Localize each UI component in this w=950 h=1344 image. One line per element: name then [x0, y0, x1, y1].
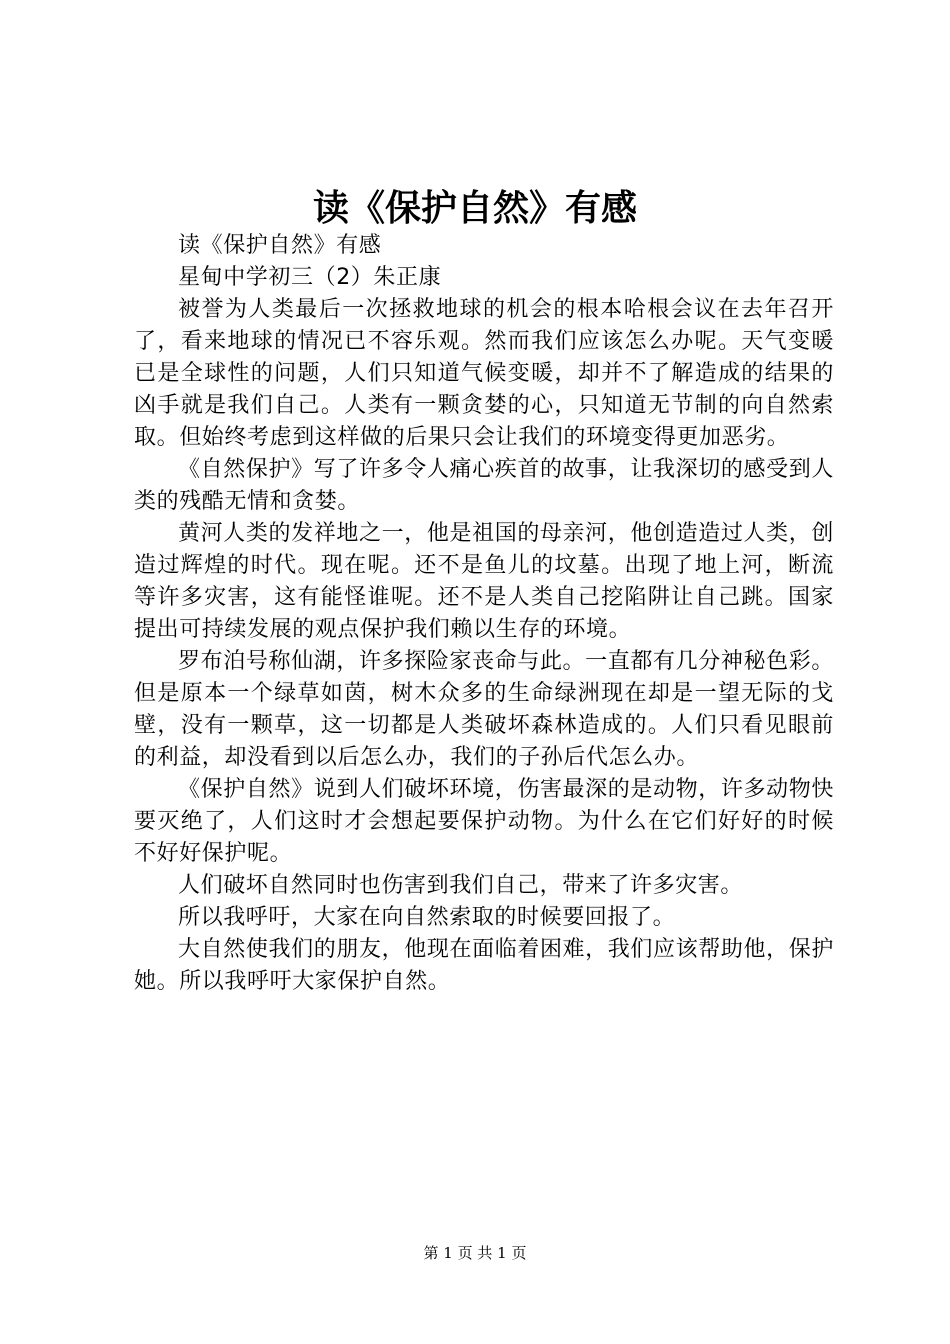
body-paragraph: 所以我呼吁，大家在向自然索取的时候要回报了。	[178, 905, 676, 930]
body-paragraph: 罗布泊号称仙湖，许多探险家丧命与此。一直都有几分神秘色彩。但是原本一个绿草如茵，树木众多的生命绿洲现在却是一望无际的戈壁，没有一颗草，这一切都是人类破坏森林造成的。人们只看见眼前的利益，却没看到以后怎么办，我们的子孙后代怎么办。	[134, 649, 834, 770]
document-body	[134, 230, 834, 998]
page-footer: 第 1 页 共 1 页	[423, 1244, 527, 1262]
body-paragraph: 黄河人类的发祥地之一，他是祖国的母亲河，他创造造过人类，创造过辉煌的时代。现在呢。还不是鱼儿的坟墓。出现了地上河，断流等许多灾害，这有能怪谁呢。还不是人类自己挖陷阱让自己跳。国家提出可持续发展的观点保护我们赖以生存的环境。	[134, 521, 834, 642]
author-line: 星甸中学初三（2）朱正康	[178, 265, 442, 290]
body-paragraph: 大自然使我们的朋友，他现在面临着困难，我们应该帮助他，保护她。所以我呼吁大家保护自然。	[134, 937, 834, 994]
body-paragraph: 人们破坏自然同时也伤害到我们自己，带来了许多灾害。	[178, 873, 744, 898]
body-paragraph: 《自然保护》写了许多令人痛心疾首的故事，让我深切的感受到人类的残酷无情和贪婪。	[134, 457, 834, 514]
body-paragraph: 被誉为人类最后一次拯救地球的机会的根本哈根会议在去年召开了，看来地球的情况已不容乐观。然而我们应该怎么办呢。天气变暖已是全球性的问题，人们只知道气候变暖，却并不了解造成的结果的凶手就是我们自己。人类有一颗贪婪的心，只知道无节制的向自然索取。但始终考虑到这样做的后果只会让我们的环境变得更加恶劣。	[134, 297, 834, 450]
document-title: 读《保护自然》有感	[312, 187, 637, 229]
body-paragraph: 《保护自然》说到人们破坏环境，伤害最深的是动物，许多动物快要灭绝了，人们这时才会想起要保护动物。为什么在它们好好的时候不好好保护呢。	[134, 777, 834, 866]
subtitle-line: 读《保护自然》有感	[178, 233, 382, 258]
